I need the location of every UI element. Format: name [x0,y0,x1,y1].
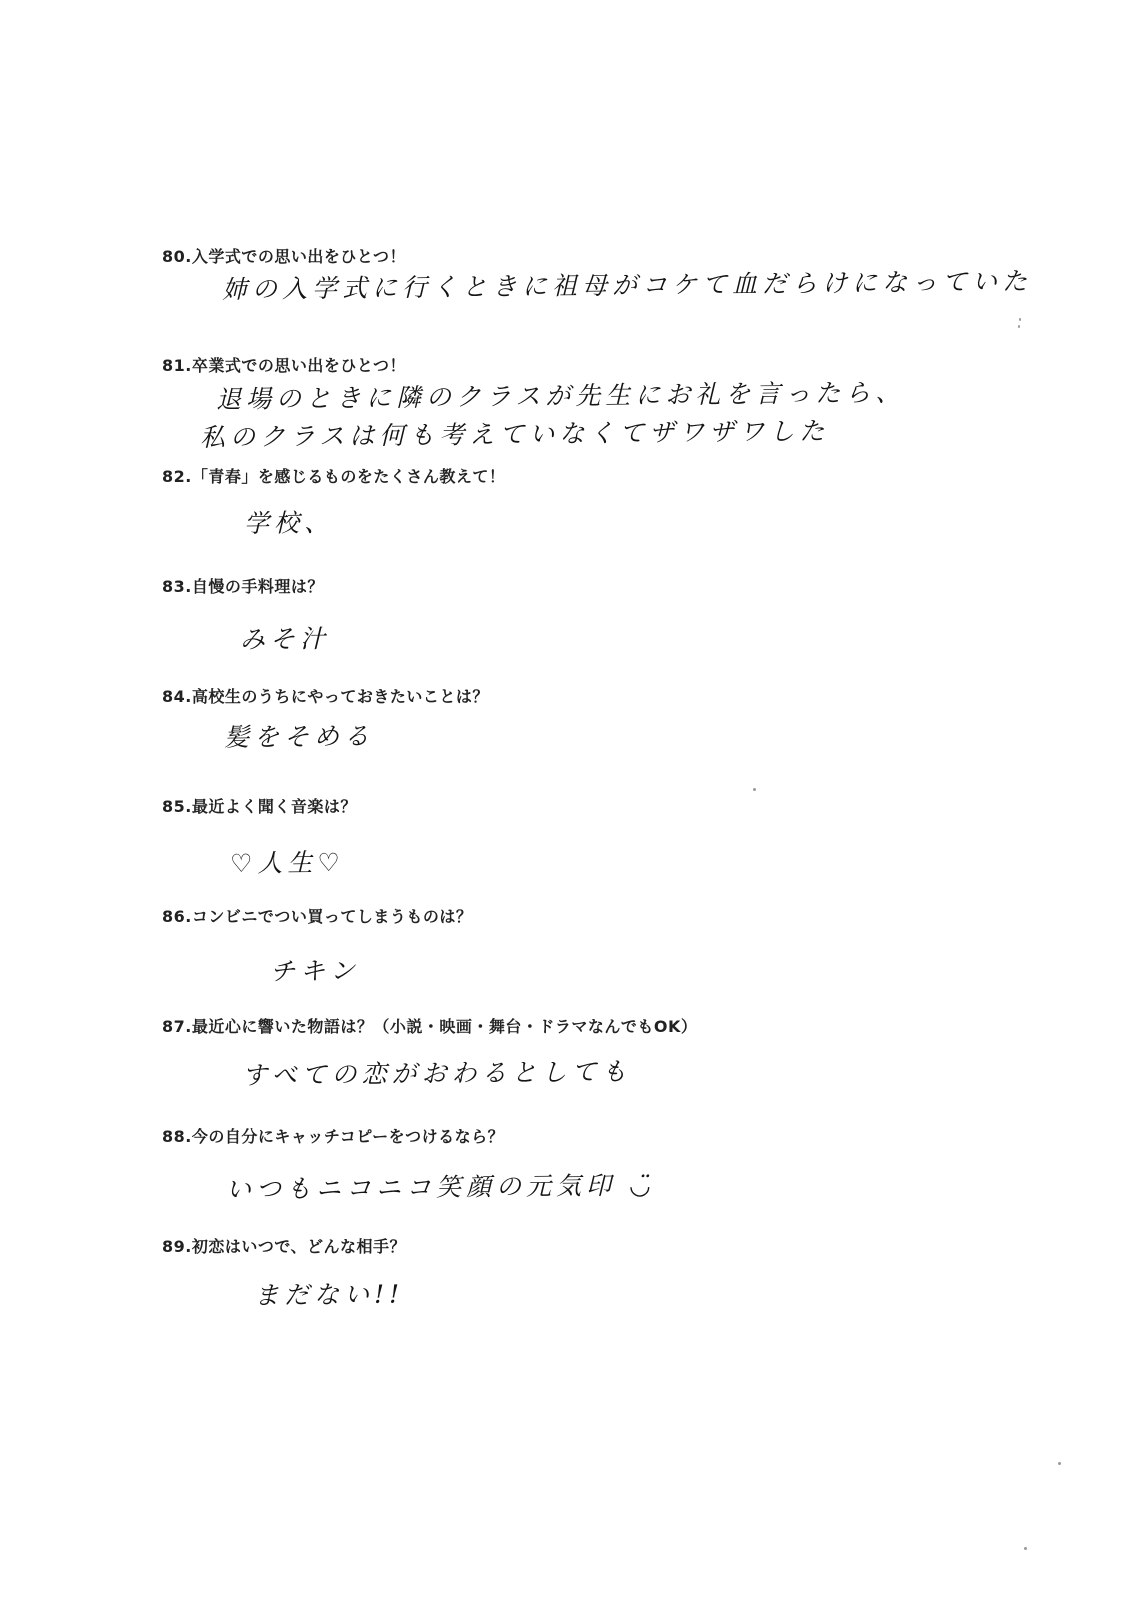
scan-speck [1019,318,1021,321]
question-84: 84.高校生のうちにやっておきたいことは？ [162,687,489,706]
question-87: 87.最近心に響いた物語は？（小説・映画・舞台・ドラマなんでもOK） [162,1017,698,1036]
question-83: 83.自慢の手料理は？ [162,577,324,596]
answer-87: すべての恋がおわるとしても [241,1056,632,1090]
question-85: 85.最近よく聞く音楽は？ [162,797,357,816]
scan-speck [1018,325,1020,328]
answer-84: 髪をそめる [223,721,375,752]
question-82: 82.「青春」を感じるものをたくさん教えて！ [162,467,506,486]
answer-85: ♡人生♡ [229,847,345,878]
answer-89: まだない!! [253,1279,405,1310]
answer-88: いつもニコニコ笑顔の元気印 ◡̈ [225,1170,656,1204]
scan-speck [1058,1462,1061,1465]
answer-86: チキン [269,956,360,986]
question-80: 80.入学式での思い出をひとつ！ [162,247,407,266]
question-81: 81.卒業式での思い出をひとつ！ [162,356,407,375]
scan-speck [1024,1547,1027,1550]
answer-83: みそ汁 [239,624,331,654]
answer-80: 姉の入学式に行くときに祖母がコケて血だらけになっていた [221,266,1033,304]
question-89: 89.初恋はいつで、どんな相手？ [162,1237,407,1256]
answer-82: 学校、 [243,508,335,538]
answer-81-line-2: 私のクラスは何も考えていなくてザワザワした [199,416,830,452]
scan-speck [753,788,756,791]
question-86: 86.コンビニでつい買ってしまうものは？ [162,907,473,926]
answer-81-line-1: 退場のときに隣のクラスが先生にお礼を言ったら、 [215,377,906,414]
question-88: 88.今の自分にキャッチコピーをつけるなら？ [162,1127,505,1146]
